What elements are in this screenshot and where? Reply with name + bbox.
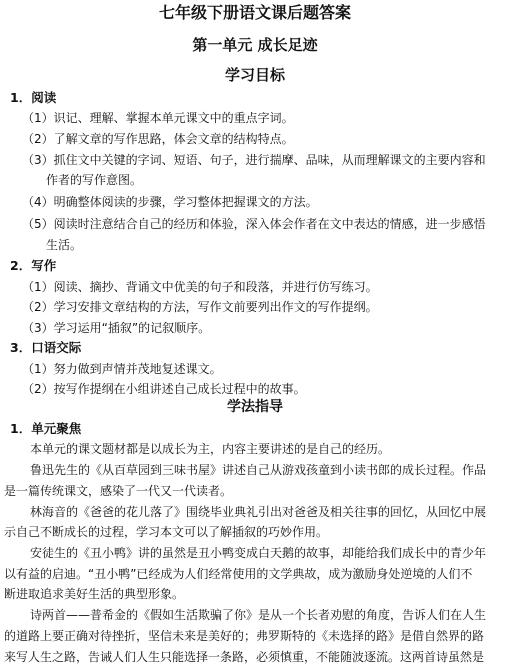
guide-line: 示自己不断成长的过程，学习本文可以了解插叙的巧妙作用。 [4,525,329,539]
guide-line: 以有益的启迪。“丑小鸭”已经成为人们经常使用的文学典故，成为激励身处逆境的人们不 [4,567,473,581]
goal-item: 生活。 [46,238,83,252]
goal-item: （5）阅读时注意结合自己的经历和体验，深入体会作者在文中表达的情感，进一步感悟 [22,217,486,231]
guide-line: 本单元的课文题材都是以成长为主，内容主要讲述的是自己的经历。 [30,442,391,456]
goal-heading-reading: 1．阅读 [10,90,57,105]
guide-heading-unit-focus: 1．单元聚焦 [10,421,82,436]
goal-item: （3）抓住文中关键的字词、短语、句子，进行揣摩、品味，从而理解课文的主要内容和 [22,153,486,167]
guide-line: 诗两首——普希金的《假如生活欺骗了你》是从一个长者劝慰的角度，告诉人们在人生 [30,608,487,622]
goal-item: 作者的写作意图。 [46,173,143,187]
guide-line: 安徒生的《丑小鸭》讲的虽然是丑小鸭变成白天鹅的故事，却能给我们成长中的青少年 [30,546,487,560]
guide-line: 鲁迅先生的《从百草园到三味书屋》讲述自己从游戏孩童到小读书郎的成长过程。作品 [30,463,487,477]
guide-line: 来写人生之路，告诫人们人生只能选择一条路，必须慎重，不能随波逐流。这两首诗虽然是 [4,650,485,664]
goal-heading-writing: 2．写作 [10,258,57,273]
guide-line: 林海音的《爸爸的花儿落了》围绕毕业典礼引出对爸爸及相关往事的回忆，从回忆中展 [30,505,487,519]
goal-item: （4）明确整体阅读的步骤，学习整体把握课文的方法。 [22,195,318,209]
goal-heading-oral: 3．口语交际 [10,340,82,355]
guide-line: 断进取追求美好生活的典型形象。 [4,587,185,601]
goal-item: （2）学习安排文章结构的方法，写作文前要列出作文的写作提纲。 [22,300,378,314]
goal-item: （1）阅读、摘抄、背诵文中优美的句子和段落，并进行仿写练习。 [22,280,378,294]
goal-item: （2）了解文章的写作思路，体会文章的结构特点。 [22,132,294,146]
goal-item: （3）学习运用“插叙”的记叙顺序。 [22,321,211,335]
guide-line: 的道路上要正确对待挫折，坚信未来是美好的；弗罗斯特的《未选择的路》是借自然界的路 [4,629,485,643]
document-title: 七年级下册语文课后题答案 [158,3,351,22]
guide-line: 是一篇传统课文，感染了一代又一代读者。 [4,484,233,498]
section-title-study-guide: 学法指导 [227,399,283,415]
goal-item: （1）识记、理解、掌握本单元课文中的重点字词。 [22,111,294,125]
goal-item: （1）努力做到声情并茂地复述课文。 [22,362,222,376]
section-title-learning-goals: 学习目标 [224,66,285,84]
goal-item: （2）按写作提纲在小组讲述自己成长过程中的故事。 [22,382,306,396]
unit-title: 第一单元 成长足迹 [192,36,318,54]
